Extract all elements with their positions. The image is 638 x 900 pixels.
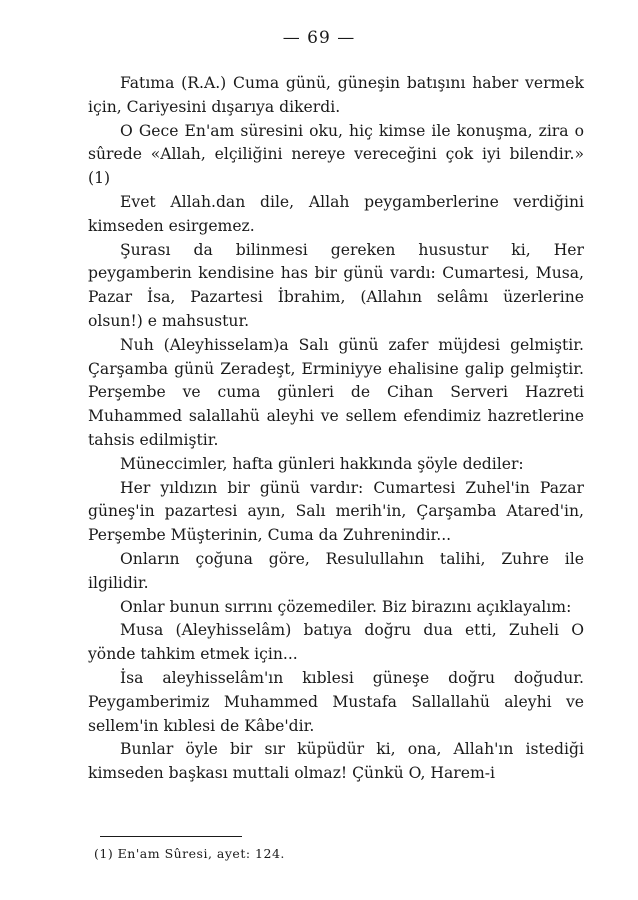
- paragraph-6: Müneccimler, hafta günleri hakkında şöyle dediler:: [120, 454, 524, 473]
- paragraph-5: Nuh (Aleyhisselam)a Salı günü zafer müjdesi gelmiştir. Çarşamba günü Zeradeşt, Erminiyye ehalisine galip gelmiştir. Perşembe ve cuma günleri de Cihan Serveri Hazreti Muhammed salallahü aleyhi ve sellem efendimiz hazretlerine tahsis edilmiştir.: [88, 335, 584, 449]
- paragraph-8: Onların çoğuna göre, Resulullahın talihi, Zuhre ile ilgilidir.: [88, 549, 584, 592]
- paragraph-4: Şurası da bilinmesi gereken husustur ki, Her peygamberin kendisine has bir günü vardı: Cumartesi, Musa, Pazar İsa, Pazartesi İbrahim, (Allahın selâmı üzerlerine olsun!) e mahsustur.: [88, 240, 584, 330]
- footnote: (1) En'am Sûresi, ayet: 124.: [94, 846, 285, 861]
- paragraph-9: Onlar bunun sırrını çözemediler. Biz birazını açıklayalım:: [120, 597, 572, 616]
- page-number: — 69 —: [282, 28, 356, 48]
- paragraph-3: Evet Allah.dan dile, Allah peygamberlerine verdiğini kimseden esirgemez.: [88, 192, 584, 235]
- paragraph-1: Fatıma (R.A.) Cuma günü, güneşin batışını haber vermek için, Cariyesini dışarıya dikerdi.: [88, 74, 584, 116]
- paragraph-12: Bunlar öyle bir sır küpüdür ki, ona, Allah'ın istediği kimseden başkası muttali olmaz! Çünkü O, Harem-i: [88, 740, 584, 783]
- body-text: [88, 72, 584, 786]
- paragraph-10: Musa (Aleyhisselâm) batıya doğru dua etti, Zuheli O yönde tahkim etmek için...: [88, 621, 584, 664]
- paragraph-7: Her yıldızın bir günü vardır: Cumartesi Zuhel'in Pazar güneş'in pazartesi ayın, Salı merih'in, Çarşamba Atared'in, Perşembe Müşterinin, Cuma da Zuhrenindir...: [88, 478, 584, 545]
- paragraph-11: İsa aleyhisselâm'ın kıblesi güneşe doğru doğudur. Peygamberimiz Muhammed Mustafa Sallallahü aleyhi ve sellem'in kıblesi de Kâbe'dir.: [88, 668, 584, 735]
- footnote-divider: [100, 836, 242, 837]
- paragraph-2: O Gece En'am süresini oku, hiç kimse ile konuşma, zira o sûrede «Allah, elçiliğini nereye vereceğini çok iyi bilendir.» (1): [88, 121, 584, 188]
